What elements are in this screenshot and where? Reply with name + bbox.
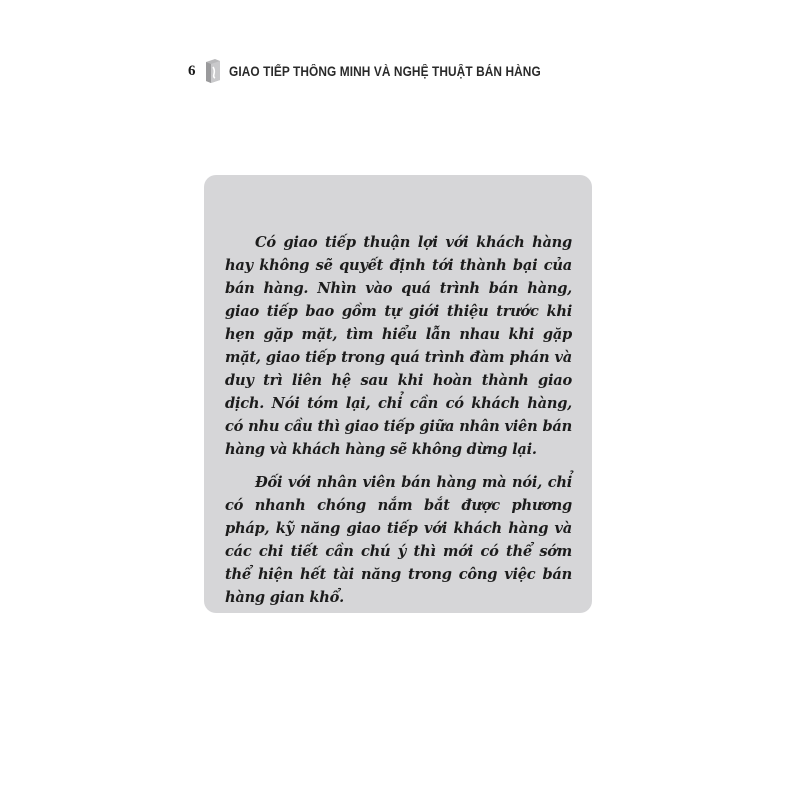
book-title: GIAO TIẾP THÔNG MINH VÀ NGHỆ THUẬT BÁN HÀNG <box>228 63 541 79</box>
paragraph-2: Đối với nhân viên bán hàng mà nói, chỉ có nhanh chóng nắm bắt được phương pháp, kỹ năng giao tiếp với khách hàng và các chi tiết cần chú ý thì mới có thể sớm thể hiện hết tài năng trong công việc bán hàng gian khổ. <box>225 474 572 606</box>
paragraph-1: Có giao tiếp thuận lợi với khách hàng hay không sẽ quyết định tới thành bại của bán hàng. Nhìn vào quá trình bán hàng, giao tiếp bao gồm tự giới thiệu trước khi hẹn gặp mặt, tìm hiểu lẫn nhau khi gặp mặt, giao tiếp trong quá trình đàm phán và duy trì liên hệ sau khi hoàn thành giao dịch. Nói tóm lại, chỉ cần có khách hàng, có nhu cầu thì giao tiếp giữa nhân viên bán hàng và khách hàng sẽ không dừng lại. <box>225 234 572 458</box>
page-number: 6 <box>188 62 196 79</box>
running-header <box>188 56 583 86</box>
book-icon <box>203 58 223 84</box>
highlight-text-box <box>204 175 592 613</box>
